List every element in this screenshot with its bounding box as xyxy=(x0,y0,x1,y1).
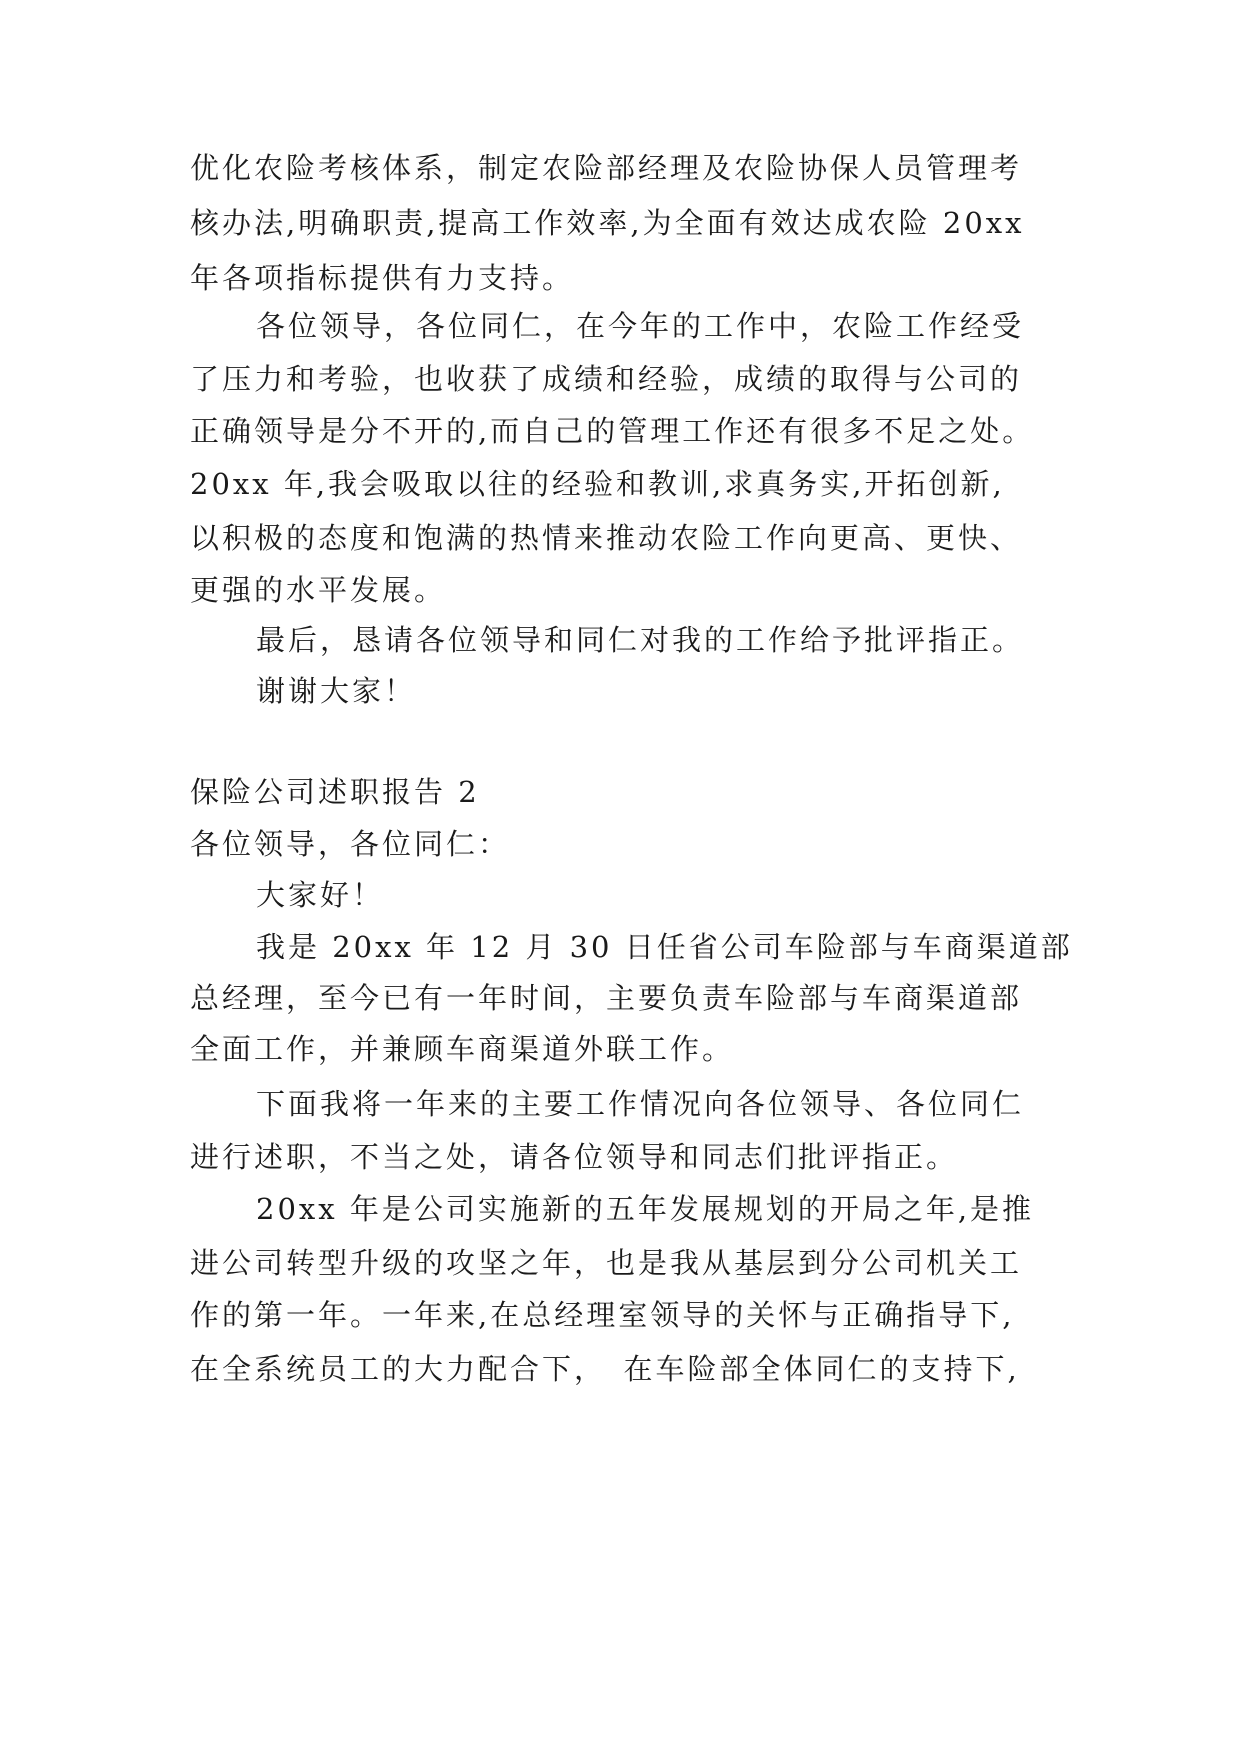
salutation: 各位领导，各位同仁： xyxy=(190,827,511,861)
text-line: 20xx 年是公司实施新的五年发展规划的开局之年,是推 xyxy=(256,1192,1035,1226)
text-line: 作的第一年。一年来,在总经理室领导的关怀与正确指导下, xyxy=(190,1298,1015,1332)
text-line: 正确领导是分不开的,而自己的管理工作还有很多不足之处。 xyxy=(190,414,1035,448)
text-line: 总经理，至今已有一年时间，主要负责车险部与车商渠道部 xyxy=(190,981,1023,1015)
text-line: 在全系统员工的大力配合下， 在车险部全体同仁的支持下, xyxy=(190,1352,1020,1386)
text-line: 核办法,明确职责,提高工作效率,为全面有效达成农险 20xx xyxy=(190,206,1025,240)
text-line: 了压力和考验，也收获了成绩和经验，成绩的取得与公司的 xyxy=(190,362,1023,396)
text-line: 20xx 年,我会吸取以往的经验和教训,求真务实,开拓创新, xyxy=(190,467,1005,501)
text-line: 年各项指标提供有力支持。 xyxy=(190,261,575,295)
text-line: 更强的水平发展。 xyxy=(190,573,447,607)
text-line: 全面工作，并兼顾车商渠道外联工作。 xyxy=(190,1032,735,1066)
greeting: 大家好！ xyxy=(256,878,385,912)
text-line: 各位领导，各位同仁，在今年的工作中，农险工作经受 xyxy=(256,309,1025,343)
text-line: 最后，恳请各位领导和同仁对我的工作给予批评指正。 xyxy=(256,623,1025,657)
text-line: 进行述职，不当之处，请各位领导和同志们批评指正。 xyxy=(190,1140,959,1174)
text-line: 谢谢大家！ xyxy=(256,674,417,708)
text-line: 下面我将一年来的主要工作情况向各位领导、各位同仁 xyxy=(256,1087,1025,1121)
section-title: 保险公司述职报告 2 xyxy=(190,775,480,809)
text-line: 我是 20xx 年 12 月 30 日任省公司车险部与车商渠道部 xyxy=(256,930,1073,964)
text-line: 优化农险考核体系，制定农险部经理及农险协保人员管理考 xyxy=(190,151,1023,185)
text-line: 以积极的态度和饱满的热情来推动农险工作向更高、更快、 xyxy=(190,521,1023,555)
text-line: 进公司转型升级的攻坚之年，也是我从基层到分公司机关工 xyxy=(190,1246,1023,1280)
